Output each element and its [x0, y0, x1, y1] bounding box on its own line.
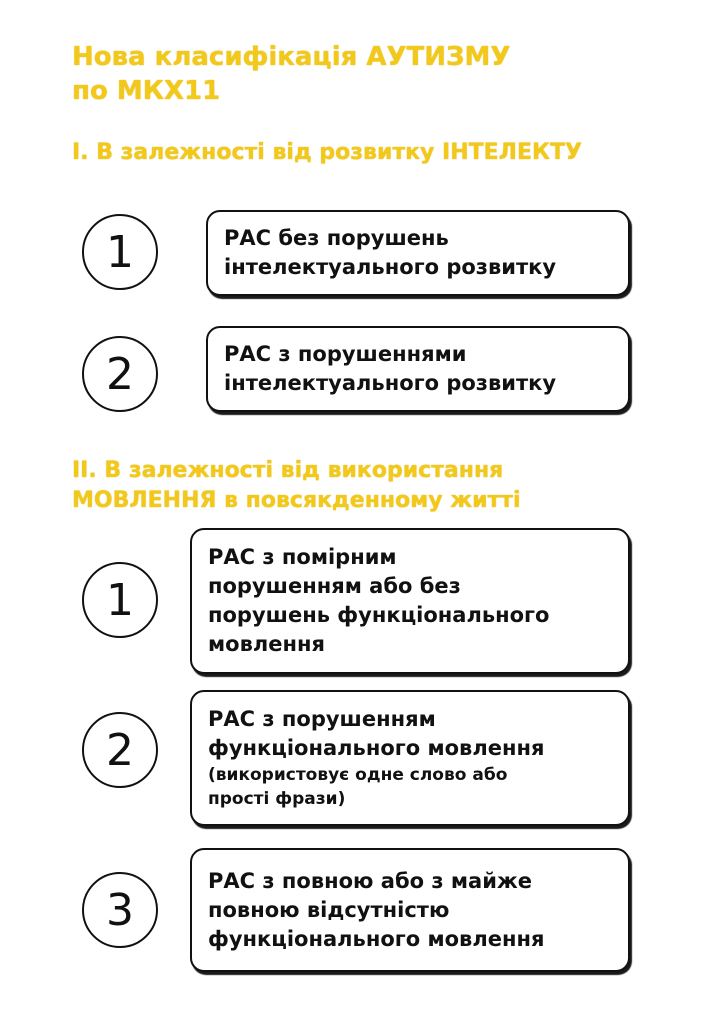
box-text-line: порушенням або без — [208, 574, 461, 598]
box-text-line: інтелектуального розвитку — [224, 371, 557, 395]
number-circle-2: 2 — [82, 712, 158, 788]
box-text-line: РАС з помірним — [208, 545, 397, 569]
category-box-speech-1 — [190, 528, 630, 674]
box-text-line: повною відсутністю — [208, 897, 450, 922]
number-circle-1: 1 — [82, 562, 158, 638]
box-text-line: порушень функціонального — [208, 603, 550, 627]
page-title — [72, 40, 672, 108]
box-text-line: функціонального мовлення — [208, 736, 545, 760]
box-note-line: прості фрази) — [208, 789, 346, 809]
box-text-line: мовлення — [208, 632, 326, 656]
number-circle-1: 1 — [82, 214, 158, 290]
box-note-line: (використовує одне слово або — [208, 765, 508, 785]
section-2-heading-line-1: II. В залежності від використання — [72, 458, 504, 483]
category-box-intellect-1 — [206, 210, 630, 296]
title-line-2: по МКХ11 — [72, 76, 221, 106]
category-box-speech-2 — [190, 690, 630, 826]
box-text-line: РАС без порушень — [224, 226, 449, 250]
category-box-speech-3 — [190, 848, 630, 972]
category-box-intellect-2 — [206, 326, 630, 412]
box-text-line: інтелектуального розвитку — [224, 255, 557, 279]
section-2-heading — [72, 456, 672, 516]
section-2-heading-line-2: МОВЛЕННЯ в повсякденному житті — [72, 488, 521, 513]
box-text-line: функціонального мовлення — [208, 926, 545, 951]
box-text-line: РАС з порушенням — [208, 707, 436, 731]
number-circle-2: 2 — [82, 336, 158, 412]
box-text-line: РАС з порушеннями — [224, 342, 467, 366]
section-1-heading: I. В залежності від розвитку ІНТЕЛЕКТУ — [72, 140, 582, 165]
title-line-1: Нова класифікація АУТИЗМУ — [72, 42, 511, 72]
box-text-line: РАС з повною або з майже — [208, 868, 533, 893]
number-circle-3: 3 — [82, 872, 158, 948]
